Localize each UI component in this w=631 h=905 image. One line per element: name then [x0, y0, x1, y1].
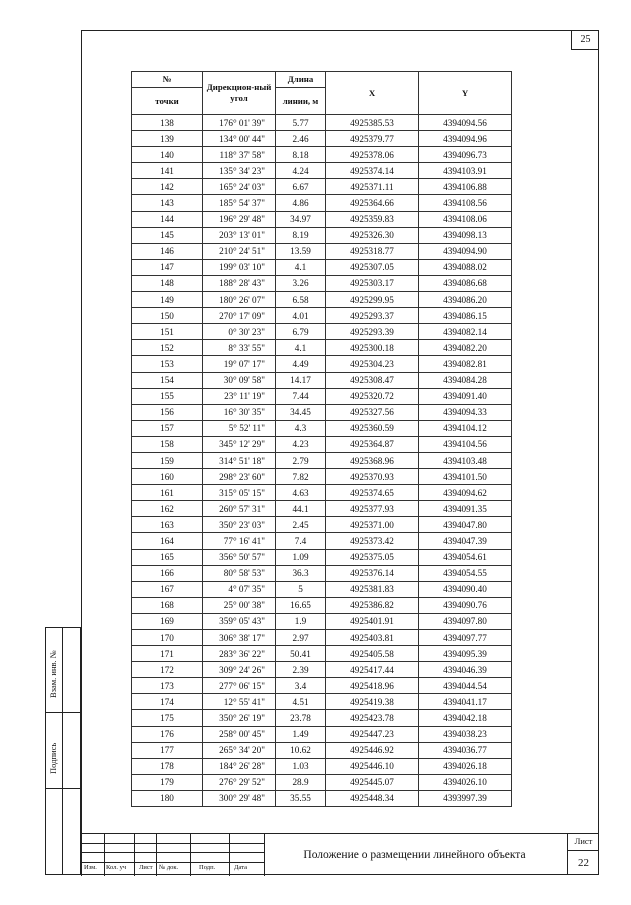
y-coordinate-cell: 4394091.40 [419, 388, 512, 404]
y-coordinate-cell: 4394090.40 [419, 581, 512, 597]
x-coordinate-cell: 4925373.42 [326, 533, 419, 549]
direction-angle-cell: 270° 17' 09" [203, 308, 276, 324]
x-coordinate-cell: 4925371.00 [326, 517, 419, 533]
point-number-cell: 149 [132, 292, 203, 308]
x-coordinate-cell: 4925417.44 [326, 662, 419, 678]
y-coordinate-cell: 4394108.56 [419, 195, 512, 211]
point-number-cell: 152 [132, 340, 203, 356]
x-coordinate-cell: 4925364.66 [326, 195, 419, 211]
line-length-cell: 6.58 [276, 292, 326, 308]
x-coordinate-cell: 4925405.58 [326, 646, 419, 662]
table-row [132, 565, 512, 581]
line-length-cell: 2.45 [276, 517, 326, 533]
line-length-cell: 1.03 [276, 758, 326, 774]
y-coordinate-cell: 4394054.55 [419, 565, 512, 581]
side-stamp-divider [46, 788, 80, 789]
line-length-cell: 4.49 [276, 356, 326, 372]
table-row [132, 356, 512, 372]
point-number-cell: 170 [132, 630, 203, 646]
line-length-cell: 8.18 [276, 147, 326, 163]
y-coordinate-cell: 4394082.14 [419, 324, 512, 340]
direction-angle-cell: 315° 05' 15" [203, 485, 276, 501]
table-row [132, 613, 512, 629]
direction-angle-cell: 350° 23' 03" [203, 517, 276, 533]
y-coordinate-cell: 4394088.02 [419, 259, 512, 275]
table-row [132, 259, 512, 275]
direction-angle-cell: 265° 34' 20" [203, 742, 276, 758]
x-coordinate-cell: 4925385.53 [326, 115, 419, 131]
line-length-cell: 8.19 [276, 227, 326, 243]
y-coordinate-cell: 4394046.39 [419, 662, 512, 678]
direction-angle-cell: 199° 03' 10" [203, 259, 276, 275]
point-number-cell: 138 [132, 115, 203, 131]
point-number-cell: 139 [132, 131, 203, 147]
caption-doc-number: № док. [159, 864, 179, 871]
x-coordinate-cell: 4925327.56 [326, 404, 419, 420]
direction-angle-cell: 135° 34' 23" [203, 163, 276, 179]
point-number-cell: 163 [132, 517, 203, 533]
x-coordinate-cell: 4925364.87 [326, 436, 419, 452]
x-coordinate-cell: 4925386.82 [326, 597, 419, 613]
line-length-cell: 34.97 [276, 211, 326, 227]
line-length-cell: 4.86 [276, 195, 326, 211]
point-number-cell: 153 [132, 356, 203, 372]
line-length-cell: 2.39 [276, 662, 326, 678]
point-number-cell: 142 [132, 179, 203, 195]
y-coordinate-cell: 4394104.12 [419, 420, 512, 436]
point-number-cell: 176 [132, 726, 203, 742]
caption-change: Изм. [84, 864, 97, 871]
line-length-cell: 23.78 [276, 710, 326, 726]
sheet-box [567, 833, 599, 875]
table-row [132, 726, 512, 742]
line-length-cell: 13.59 [276, 243, 326, 259]
y-coordinate-cell: 4394097.77 [419, 630, 512, 646]
point-number-cell: 145 [132, 227, 203, 243]
point-number-cell: 166 [132, 565, 203, 581]
point-number-cell: 178 [132, 758, 203, 774]
header-length-top: Длина [276, 72, 326, 88]
header-y: Y [419, 72, 512, 115]
point-number-cell: 175 [132, 710, 203, 726]
y-coordinate-cell: 4394086.15 [419, 308, 512, 324]
table-row [132, 662, 512, 678]
x-coordinate-cell: 4925446.10 [326, 758, 419, 774]
header-point-number-symbol: № [132, 72, 203, 88]
point-number-cell: 148 [132, 275, 203, 291]
y-coordinate-cell: 4394101.50 [419, 469, 512, 485]
point-number-cell: 150 [132, 308, 203, 324]
line-length-cell: 4.51 [276, 694, 326, 710]
direction-angle-cell: 196° 29' 48" [203, 211, 276, 227]
y-coordinate-cell: 4394026.10 [419, 774, 512, 790]
table-row [132, 420, 512, 436]
table-row [132, 324, 512, 340]
y-coordinate-cell: 4394097.80 [419, 613, 512, 629]
line-length-cell: 3.26 [276, 275, 326, 291]
x-coordinate-cell: 4925419.38 [326, 694, 419, 710]
x-coordinate-cell: 4925448.34 [326, 790, 419, 806]
line-length-cell: 14.17 [276, 372, 326, 388]
side-stamp-divider [46, 712, 80, 713]
table-row [132, 485, 512, 501]
x-coordinate-cell: 4925293.39 [326, 324, 419, 340]
line-length-cell: 7.82 [276, 469, 326, 485]
x-coordinate-cell: 4925375.05 [326, 549, 419, 565]
point-number-cell: 179 [132, 774, 203, 790]
table-row [132, 501, 512, 517]
point-number-cell: 151 [132, 324, 203, 340]
table-row [132, 758, 512, 774]
table-row [132, 790, 512, 806]
table-row [132, 581, 512, 597]
point-number-cell: 154 [132, 372, 203, 388]
point-number-cell: 180 [132, 790, 203, 806]
x-coordinate-cell: 4925381.83 [326, 581, 419, 597]
x-coordinate-cell: 4925299.95 [326, 292, 419, 308]
point-number-cell: 155 [132, 388, 203, 404]
x-coordinate-cell: 4925446.92 [326, 742, 419, 758]
point-number-cell: 167 [132, 581, 203, 597]
x-coordinate-cell: 4925401.91 [326, 613, 419, 629]
x-coordinate-cell: 4925300.18 [326, 340, 419, 356]
y-coordinate-cell: 4394038.23 [419, 726, 512, 742]
line-length-cell: 50.41 [276, 646, 326, 662]
x-coordinate-cell: 4925320.72 [326, 388, 419, 404]
point-number-cell: 177 [132, 742, 203, 758]
header-length-unit: линии, м [276, 88, 326, 115]
line-length-cell: 44.1 [276, 501, 326, 517]
line-length-cell: 4.24 [276, 163, 326, 179]
direction-angle-cell: 118° 37' 58" [203, 147, 276, 163]
line-length-cell: 4.63 [276, 485, 326, 501]
y-coordinate-cell: 4394095.39 [419, 646, 512, 662]
direction-angle-cell: 203° 13' 01" [203, 227, 276, 243]
direction-angle-cell: 356° 50' 57" [203, 549, 276, 565]
x-coordinate-cell: 4925307.05 [326, 259, 419, 275]
y-coordinate-cell: 4394106.88 [419, 179, 512, 195]
y-coordinate-cell: 4394047.39 [419, 533, 512, 549]
table-row [132, 211, 512, 227]
coordinates-table [131, 71, 512, 807]
y-coordinate-cell: 4394044.54 [419, 678, 512, 694]
line-length-cell: 1.09 [276, 549, 326, 565]
y-coordinate-cell: 4394026.18 [419, 758, 512, 774]
table-row [132, 678, 512, 694]
document-title: Положение о размещении линейного объекта [264, 834, 564, 876]
x-coordinate-cell: 4925447.23 [326, 726, 419, 742]
table-row [132, 115, 512, 131]
x-coordinate-cell: 4925308.47 [326, 372, 419, 388]
table-row [132, 742, 512, 758]
point-number-cell: 140 [132, 147, 203, 163]
side-stamp [45, 627, 81, 875]
y-coordinate-cell: 4394104.56 [419, 436, 512, 452]
line-length-cell: 28.9 [276, 774, 326, 790]
caption-count: Кол. уч [106, 864, 127, 871]
direction-angle-cell: 188° 28' 43" [203, 275, 276, 291]
point-number-cell: 141 [132, 163, 203, 179]
direction-angle-cell: 185° 54' 37" [203, 195, 276, 211]
line-length-cell: 2.79 [276, 452, 326, 468]
y-coordinate-cell: 4394091.35 [419, 501, 512, 517]
x-coordinate-cell: 4925303.17 [326, 275, 419, 291]
y-coordinate-cell: 4394094.90 [419, 243, 512, 259]
direction-angle-cell: 258° 00' 45" [203, 726, 276, 742]
point-number-cell: 156 [132, 404, 203, 420]
point-number-cell: 164 [132, 533, 203, 549]
point-number-cell: 168 [132, 597, 203, 613]
line-length-cell: 7.44 [276, 388, 326, 404]
line-length-cell: 6.67 [276, 179, 326, 195]
point-number-cell: 172 [132, 662, 203, 678]
y-coordinate-cell: 4394086.68 [419, 275, 512, 291]
direction-angle-cell: 300° 29' 48" [203, 790, 276, 806]
y-coordinate-cell: 4394096.73 [419, 147, 512, 163]
direction-angle-cell: 77° 16' 41" [203, 533, 276, 549]
line-length-cell: 36.3 [276, 565, 326, 581]
caption-sheet: Лист [139, 864, 153, 871]
y-coordinate-cell: 4394042.18 [419, 710, 512, 726]
table-row [132, 372, 512, 388]
x-coordinate-cell: 4925326.30 [326, 227, 419, 243]
direction-angle-cell: 350° 26' 19" [203, 710, 276, 726]
y-coordinate-cell: 4394041.17 [419, 694, 512, 710]
x-coordinate-cell: 4925379.77 [326, 131, 419, 147]
table-row [132, 469, 512, 485]
x-coordinate-cell: 4925403.81 [326, 630, 419, 646]
line-length-cell: 16.65 [276, 597, 326, 613]
direction-angle-cell: 8° 33' 55" [203, 340, 276, 356]
direction-angle-cell: 298° 23' 60" [203, 469, 276, 485]
table-row [132, 646, 512, 662]
line-length-cell: 2.46 [276, 131, 326, 147]
direction-angle-cell: 180° 26' 07" [203, 292, 276, 308]
y-coordinate-cell: 4394082.20 [419, 340, 512, 356]
header-x: X [326, 72, 419, 115]
sheet-label: Лист [568, 833, 599, 851]
point-number-cell: 160 [132, 469, 203, 485]
revision-grid [81, 834, 264, 876]
y-coordinate-cell: 4394047.80 [419, 517, 512, 533]
table-row [132, 436, 512, 452]
line-length-cell: 4.01 [276, 308, 326, 324]
line-length-cell: 3.4 [276, 678, 326, 694]
point-number-cell: 143 [132, 195, 203, 211]
direction-angle-cell: 306° 38' 17" [203, 630, 276, 646]
point-number-cell: 157 [132, 420, 203, 436]
point-number-cell: 165 [132, 549, 203, 565]
x-coordinate-cell: 4925293.37 [326, 308, 419, 324]
title-block [81, 833, 599, 875]
x-coordinate-cell: 4925370.93 [326, 469, 419, 485]
y-coordinate-cell: 4394108.06 [419, 211, 512, 227]
line-length-cell: 4.1 [276, 259, 326, 275]
point-number-cell: 174 [132, 694, 203, 710]
direction-angle-cell: 210° 24' 51" [203, 243, 276, 259]
caption-date: Дата [234, 864, 247, 871]
y-coordinate-cell: 4394094.56 [419, 115, 512, 131]
table-row [132, 517, 512, 533]
x-coordinate-cell: 4925359.83 [326, 211, 419, 227]
point-number-cell: 171 [132, 646, 203, 662]
x-coordinate-cell: 4925374.65 [326, 485, 419, 501]
y-coordinate-cell: 4394103.91 [419, 163, 512, 179]
y-coordinate-cell: 4394054.61 [419, 549, 512, 565]
table-row [132, 597, 512, 613]
sheet-number: 22 [578, 857, 589, 869]
x-coordinate-cell: 4925368.96 [326, 452, 419, 468]
x-coordinate-cell: 4925445.07 [326, 774, 419, 790]
point-number-cell: 146 [132, 243, 203, 259]
direction-angle-cell: 359° 05' 43" [203, 613, 276, 629]
direction-angle-cell: 176° 01' 39" [203, 115, 276, 131]
y-coordinate-cell: 4394090.76 [419, 597, 512, 613]
point-number-cell: 162 [132, 501, 203, 517]
x-coordinate-cell: 4925374.14 [326, 163, 419, 179]
table-row [132, 533, 512, 549]
x-coordinate-cell: 4925378.06 [326, 147, 419, 163]
line-length-cell: 2.97 [276, 630, 326, 646]
table-row [132, 227, 512, 243]
direction-angle-cell: 314° 51' 18" [203, 452, 276, 468]
direction-angle-cell: 277° 06' 15" [203, 678, 276, 694]
direction-angle-cell: 80° 58' 53" [203, 565, 276, 581]
line-length-cell: 10.62 [276, 742, 326, 758]
y-coordinate-cell: 4394082.81 [419, 356, 512, 372]
direction-angle-cell: 0° 30' 23" [203, 324, 276, 340]
line-length-cell: 5.77 [276, 115, 326, 131]
point-number-cell: 147 [132, 259, 203, 275]
table-row [132, 179, 512, 195]
table-row [132, 163, 512, 179]
line-length-cell: 4.1 [276, 340, 326, 356]
y-coordinate-cell: 4394094.33 [419, 404, 512, 420]
direction-angle-cell: 283° 36' 22" [203, 646, 276, 662]
y-coordinate-cell: 4394094.62 [419, 485, 512, 501]
line-length-cell: 5 [276, 581, 326, 597]
signature-label: Подпись [48, 742, 58, 774]
direction-angle-cell: 30° 09' 58" [203, 372, 276, 388]
y-coordinate-cell: 4394036.77 [419, 742, 512, 758]
y-coordinate-cell: 4394098.13 [419, 227, 512, 243]
line-length-cell: 35.55 [276, 790, 326, 806]
table-row [132, 404, 512, 420]
x-coordinate-cell: 4925376.14 [326, 565, 419, 581]
direction-angle-cell: 276° 29' 52" [203, 774, 276, 790]
direction-angle-cell: 5° 52' 11" [203, 420, 276, 436]
direction-angle-cell: 12° 55' 41" [203, 694, 276, 710]
table-row [132, 243, 512, 259]
point-number-cell: 144 [132, 211, 203, 227]
table-row [132, 549, 512, 565]
direction-angle-cell: 165° 24' 03" [203, 179, 276, 195]
header-point-number-label: точки [132, 88, 203, 115]
y-coordinate-cell: 4394094.96 [419, 131, 512, 147]
x-coordinate-cell: 4925304.23 [326, 356, 419, 372]
table-row [132, 147, 512, 163]
x-coordinate-cell: 4925360.59 [326, 420, 419, 436]
x-coordinate-cell: 4925423.78 [326, 710, 419, 726]
direction-angle-cell: 134° 00' 44" [203, 131, 276, 147]
table-row [132, 308, 512, 324]
direction-angle-cell: 4° 07' 35" [203, 581, 276, 597]
caption-signature: Подп. [199, 864, 216, 871]
table-row [132, 275, 512, 291]
y-coordinate-cell: 4394103.48 [419, 452, 512, 468]
table-row [132, 774, 512, 790]
x-coordinate-cell: 4925377.93 [326, 501, 419, 517]
table-body [132, 115, 512, 807]
direction-angle-cell: 184° 26' 28" [203, 758, 276, 774]
direction-angle-cell: 23° 11' 19" [203, 388, 276, 404]
direction-angle-cell: 309° 24' 26" [203, 662, 276, 678]
table-row [132, 710, 512, 726]
x-coordinate-cell: 4925418.96 [326, 678, 419, 694]
point-number-cell: 161 [132, 485, 203, 501]
table-row [132, 630, 512, 646]
direction-angle-cell: 345° 12' 29" [203, 436, 276, 452]
line-length-cell: 1.9 [276, 613, 326, 629]
table-row [132, 694, 512, 710]
replacement-inventory-label: Взам. инв. № [48, 650, 58, 698]
table-row [132, 195, 512, 211]
direction-angle-cell: 19° 07' 17" [203, 356, 276, 372]
y-coordinate-cell: 4394084.28 [419, 372, 512, 388]
point-number-cell: 159 [132, 452, 203, 468]
x-coordinate-cell: 4925371.11 [326, 179, 419, 195]
line-length-cell: 7.4 [276, 533, 326, 549]
line-length-cell: 4.23 [276, 436, 326, 452]
table-row [132, 131, 512, 147]
table-row [132, 452, 512, 468]
line-length-cell: 4.3 [276, 420, 326, 436]
point-number-cell: 158 [132, 436, 203, 452]
direction-angle-cell: 260° 57' 31" [203, 501, 276, 517]
header-direction-angle: Дирекцион-ный угол [203, 72, 276, 115]
table-row [132, 388, 512, 404]
page-number: 25 [571, 30, 599, 50]
line-length-cell: 34.45 [276, 404, 326, 420]
point-number-cell: 169 [132, 613, 203, 629]
direction-angle-cell: 16° 30' 35" [203, 404, 276, 420]
line-length-cell: 6.79 [276, 324, 326, 340]
y-coordinate-cell: 4393997.39 [419, 790, 512, 806]
line-length-cell: 1.49 [276, 726, 326, 742]
x-coordinate-cell: 4925318.77 [326, 243, 419, 259]
point-number-cell: 173 [132, 678, 203, 694]
table-row [132, 340, 512, 356]
table-row [132, 292, 512, 308]
direction-angle-cell: 25° 00' 38" [203, 597, 276, 613]
y-coordinate-cell: 4394086.20 [419, 292, 512, 308]
